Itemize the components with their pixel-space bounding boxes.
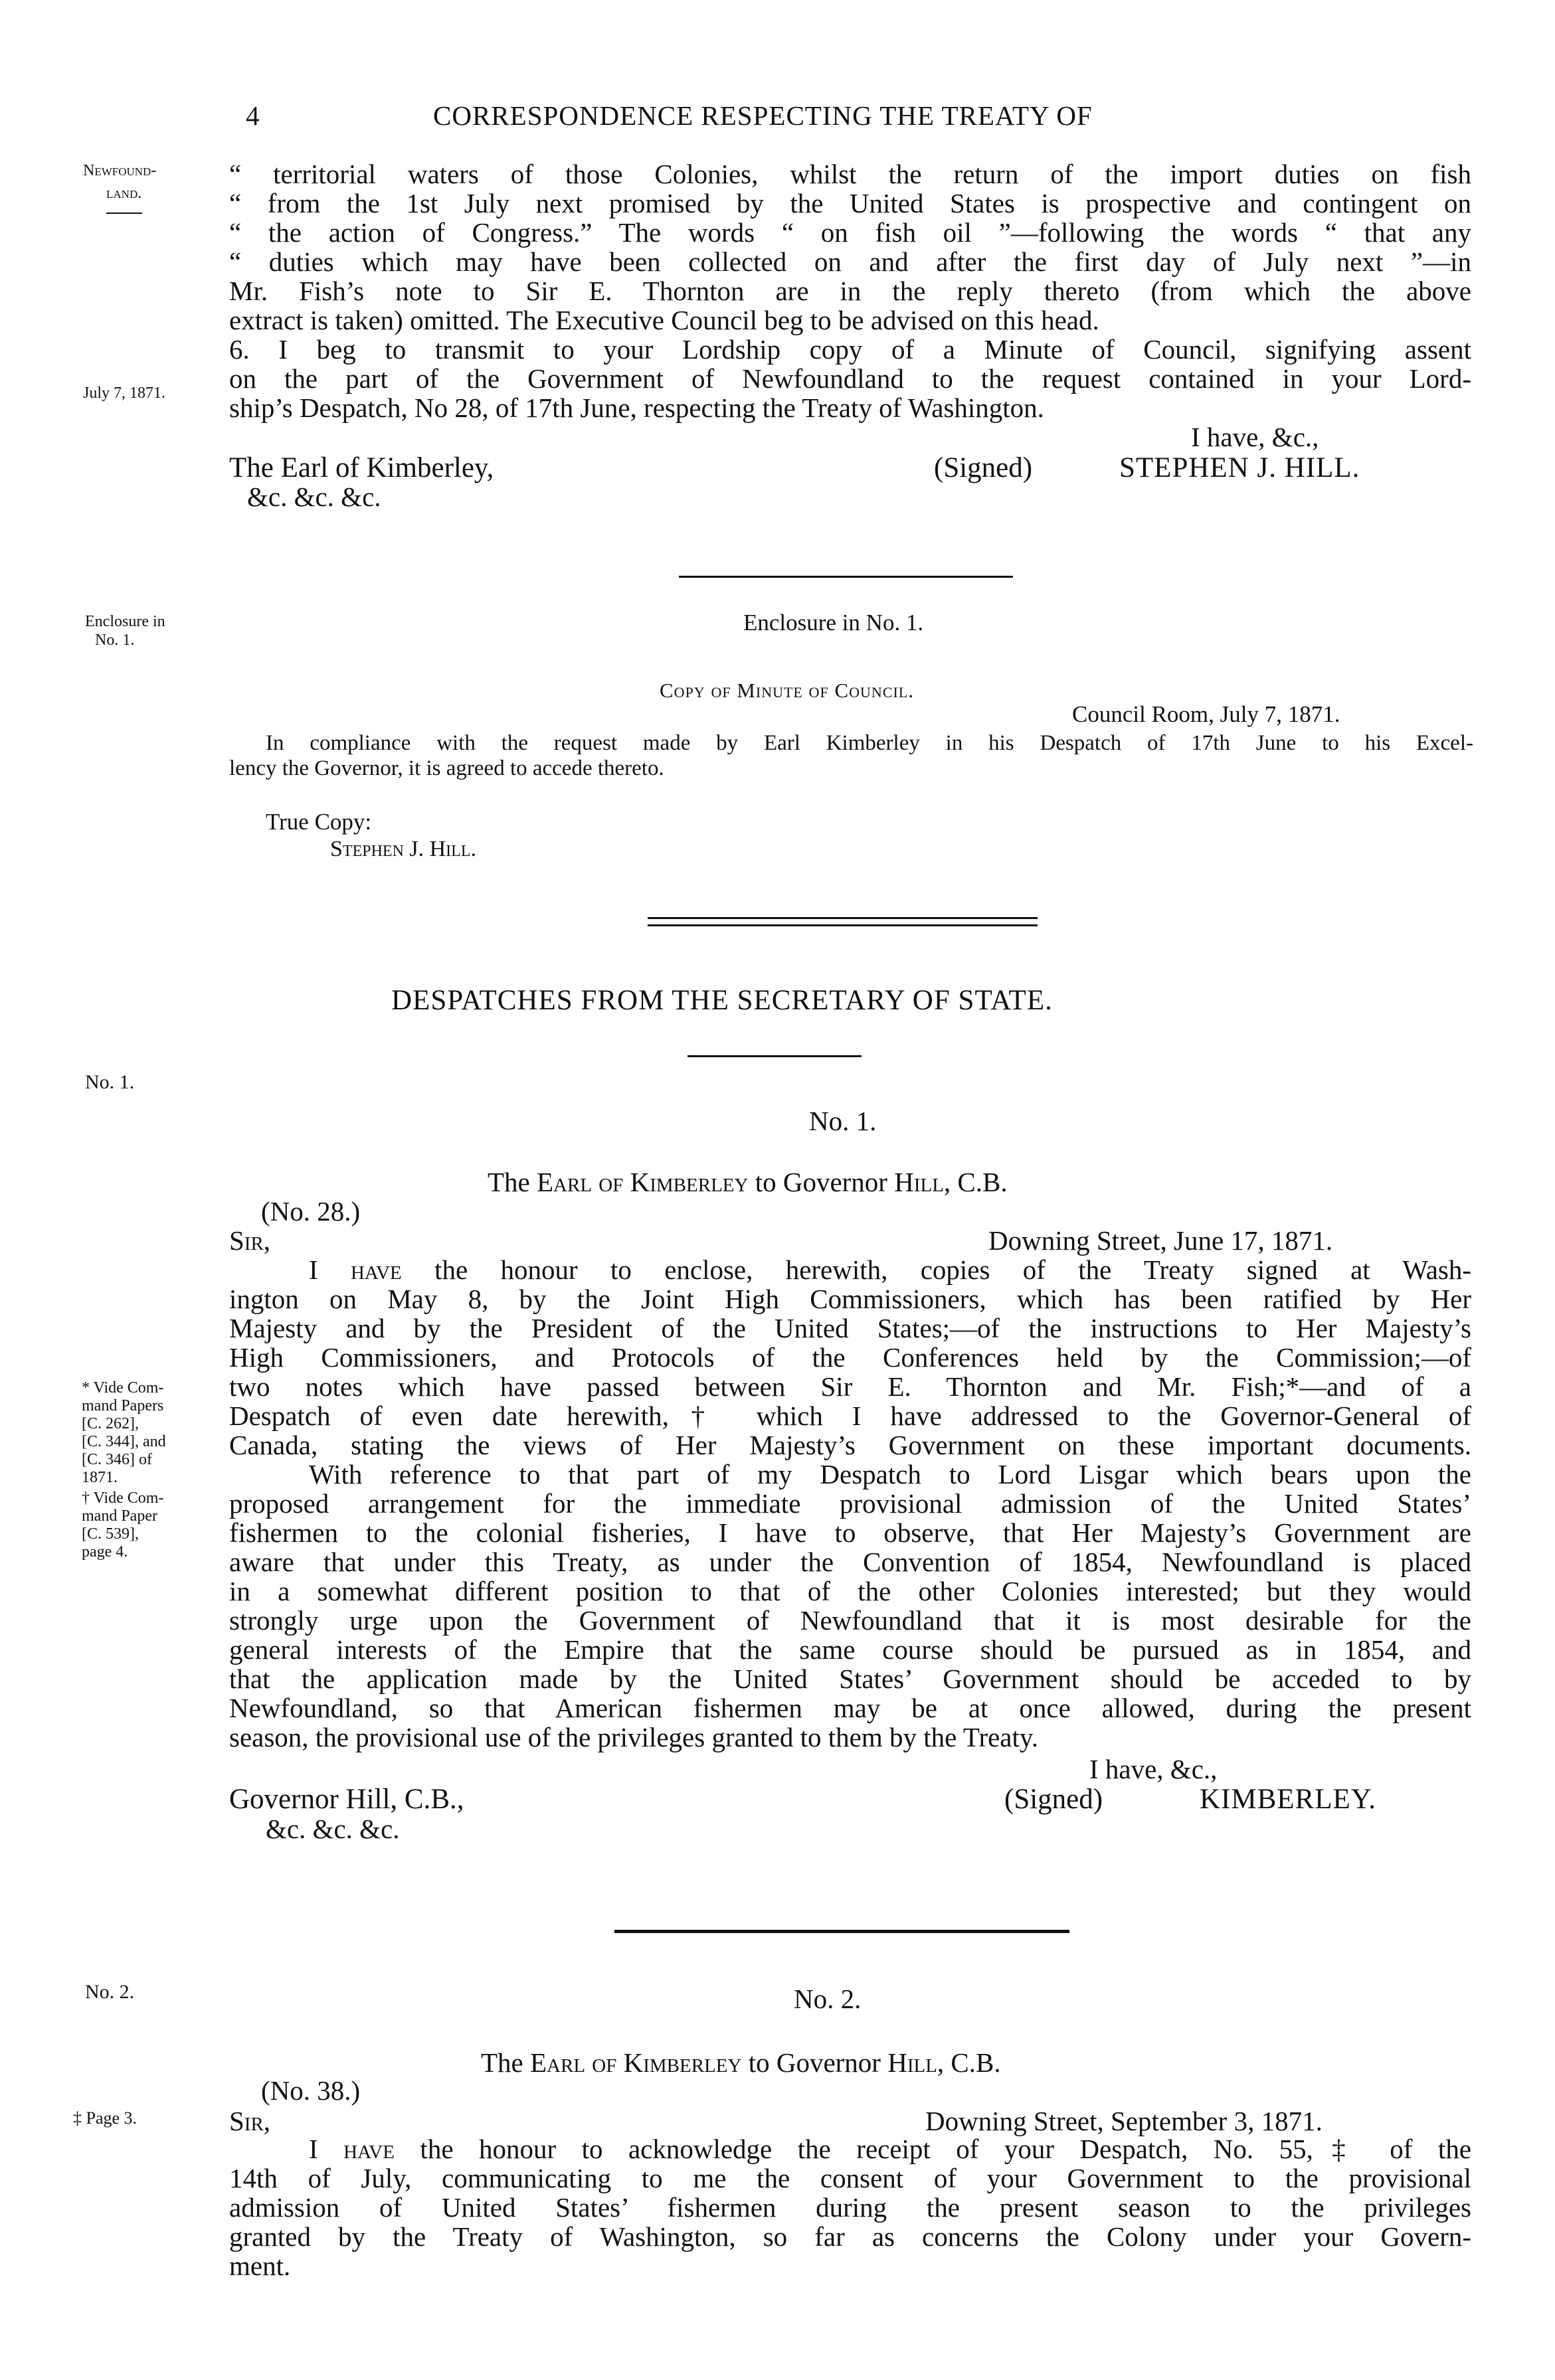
margin-note-enclosure xyxy=(85,612,165,649)
text-line: general interests of the Empire that the same course should be pursued as in 1854, and xyxy=(229,1634,1471,1665)
text-line: ment. xyxy=(229,2251,291,2281)
text-line: High Commissioners, and Protocols of the Conferences held by the Commission;—of xyxy=(229,1342,1471,1373)
title-text: , C.B. xyxy=(943,1167,1008,1197)
text-line: 6. I beg to transmit to your Lordship copy of a Minute of Council, signifying assent xyxy=(229,334,1471,365)
text-line: that the application made by the United States’ Government should be acceded to by xyxy=(229,1663,1471,1694)
margin-line: [C. 262], xyxy=(82,1415,139,1432)
text-line: In compliance with the request made by Earl Kimberley in his Despatch of 17th June to his Excel- xyxy=(266,731,1473,755)
text-span: the honour to acknowledge the receipt of your Despatch, No. 55,‡ of the xyxy=(420,2134,1472,2164)
margin-line: Enclosure in xyxy=(85,613,165,630)
margin-line: No. 1. xyxy=(95,632,135,649)
salutation: Sir, xyxy=(229,1225,271,1256)
despatch-body xyxy=(229,2134,1471,2280)
title-text: The xyxy=(481,2047,523,2078)
page-number: 4 xyxy=(246,100,260,131)
text-line: aware that under this Treaty, as under the Convention of 1854, Newfoundland is placed xyxy=(229,1547,1471,1577)
text-line: lency the Governor, it is agreed to accede thereto. xyxy=(229,756,664,780)
text-line: 14th of July, communicating to me the consent of your Government to the provisional xyxy=(229,2163,1471,2193)
signed-label: (Signed) xyxy=(1004,1784,1103,1815)
margin-note-date: July 7, 1871. xyxy=(83,384,166,402)
enclosure-subtitle: Copy of Minute of Council. xyxy=(660,679,915,702)
margin-line: page 4. xyxy=(82,1543,128,1561)
despatch-ref: (No. 28.) xyxy=(261,1196,361,1227)
addressee-etc: &c. &c. &c. xyxy=(247,481,381,512)
enclosure-signer: Stephen J. Hill. xyxy=(330,837,476,861)
margin-note-no2: No. 2. xyxy=(85,1981,135,2003)
despatch-ref: (No. 38.) xyxy=(261,2075,361,2106)
salutation: Sir, xyxy=(229,2106,271,2136)
addressee-etc: &c. &c. &c. xyxy=(266,1814,400,1844)
text-line: With reference to that part of my Despatch to Lord Lisgar which bears upon the xyxy=(309,1459,1471,1489)
text-line: ship’s Despatch, No 28, of 17th June, respecting the Treaty of Washington. xyxy=(229,392,1044,423)
margin-note-vide-papers xyxy=(82,1379,166,1561)
text-line: on the part of the Government of Newfoundland to the request contained in your Lord- xyxy=(229,363,1471,394)
text-line: two notes which have passed between Sir E. Thornton and Mr. Fish;*—and of a xyxy=(229,1371,1471,1402)
margin-line: [C. 344], and xyxy=(82,1433,166,1450)
text-line: Majesty and by the President of the United States;—of the instructions to Her Majesty’s xyxy=(229,1313,1471,1343)
place-date: Downing Street, September 3, 1871. xyxy=(925,2106,1323,2136)
first-words: I have xyxy=(309,1254,402,1285)
title-hill: Hill xyxy=(894,1167,944,1197)
text-line: season, the provisional use of the privileges granted to them by the Treaty. xyxy=(229,1722,1038,1752)
margin-line: [C. 346] of xyxy=(82,1451,152,1468)
text-line: “ the action of Congress.” The words “ on fish oil ”—following the words “ that any xyxy=(229,217,1471,248)
text-span: the honour to enclose, herewith, copies of the Treaty signed at Wash- xyxy=(434,1254,1472,1285)
text-line: Newfoundland, so that American fishermen may be at once allowed, during the present xyxy=(229,1693,1471,1723)
margin-line: land. xyxy=(106,185,142,202)
separator-rule xyxy=(679,576,1013,578)
margin-line: mand Paper xyxy=(82,1507,157,1525)
addressee: Governor Hill, C.B., xyxy=(229,1784,464,1815)
margin-note-no1: No. 1. xyxy=(85,1071,135,1093)
text-line: Canada, stating the views of Her Majesty’s Government on these important documents. xyxy=(229,1430,1471,1460)
text-line: “ from the 1st July next promised by the United States is prospective and contingent on xyxy=(229,188,1471,218)
text-line: fishermen to the colonial fisheries, I have to observe, that Her Majesty’s Government are xyxy=(229,1517,1471,1548)
top-letter-body xyxy=(229,159,1471,422)
margin-note-newfoundland xyxy=(83,159,156,214)
text-line: Despatch of even date herewith,† which I have addressed to the Governor-General of xyxy=(229,1401,1471,1431)
margin-note-page3: ‡ Page 3. xyxy=(73,2108,137,2128)
text-line: in a somewhat different position to that of the other Colonies interested; but they would xyxy=(229,1576,1471,1606)
title-text: to Governor xyxy=(755,1167,887,1197)
thick-separator-rule xyxy=(614,1930,1069,1933)
enclosure-place-date: Council Room, July 7, 1871. xyxy=(1072,701,1340,727)
despatch-number: No. 1. xyxy=(809,1106,877,1136)
enclosure-body xyxy=(229,730,1473,781)
margin-line: [C. 539], xyxy=(82,1525,139,1543)
text-line: proposed arrangement for the immediate provisional admission of the United States’ xyxy=(229,1488,1471,1519)
section-heading: DESPATCHES FROM THE SECRETARY OF STATE. xyxy=(391,985,1053,1016)
title-earl: Earl of Kimberley xyxy=(530,2047,742,2078)
first-words: I have xyxy=(309,2134,395,2164)
text-line: Mr. Fish’s note to Sir E. Thornton are in the reply thereto (from which the above xyxy=(229,276,1471,306)
closing: I have, &c., xyxy=(1089,1754,1218,1784)
text-line: strongly urge upon the Government of Newfoundland that it is most desirable for the xyxy=(229,1605,1471,1636)
title-earl: Earl of Kimberley xyxy=(537,1167,749,1197)
text-line: “ duties which may have been collected on and after the first day of July next ”—in xyxy=(229,246,1471,277)
signature: KIMBERLEY. xyxy=(1200,1784,1377,1815)
title-text: The xyxy=(488,1167,530,1197)
double-rule-top xyxy=(648,917,1038,919)
text-line: extract is taken) omitted. The Executive Council beg to be advised on this head. xyxy=(229,305,1099,335)
signed-label: (Signed) xyxy=(934,452,1033,483)
text-line: ington on May 8, by the Joint High Commissioners, which has been ratified by Her xyxy=(229,1284,1471,1314)
despatch-number: No. 2. xyxy=(794,1984,862,2014)
title-text: , C.B. xyxy=(937,2047,1001,2078)
signature: STEPHEN J. HILL. xyxy=(1119,452,1360,483)
margin-line: 1871. xyxy=(82,1469,118,1486)
despatch-title xyxy=(488,1166,1008,1198)
despatch-body xyxy=(229,1255,1471,1752)
true-copy: True Copy: xyxy=(266,809,372,835)
title-hill: Hill xyxy=(887,2047,937,2078)
separator-rule xyxy=(687,1055,862,1057)
running-title: CORRESPONDENCE RESPECTING THE TREATY OF xyxy=(433,100,1093,131)
margin-rule xyxy=(106,212,142,214)
text-line: granted by the Treaty of Washington, so far as concerns the Colony under your Govern- xyxy=(229,2221,1471,2252)
text-line xyxy=(229,1255,1471,1284)
text-line: “ territorial waters of those Colonies, whilst the return of the import duties on fish xyxy=(229,159,1471,189)
addressee: The Earl of Kimberley, xyxy=(229,452,494,483)
place-date: Downing Street, June 17, 1871. xyxy=(988,1225,1333,1256)
text-line xyxy=(229,2134,1471,2164)
closing: I have, &c., xyxy=(1191,422,1319,452)
despatch-title xyxy=(481,2047,1001,2079)
margin-line: mand Papers xyxy=(82,1397,164,1414)
title-text: to Governor xyxy=(748,2047,881,2078)
enclosure-title: Enclosure in No. 1. xyxy=(743,610,924,636)
double-rule-bottom xyxy=(648,924,1038,926)
margin-line: * Vide Com- xyxy=(82,1379,164,1397)
margin-line: Newfound- xyxy=(83,162,157,179)
margin-line: † Vide Com- xyxy=(82,1489,164,1507)
text-line: admission of United States’ fishermen during the present season to the privileges xyxy=(229,2192,1471,2223)
